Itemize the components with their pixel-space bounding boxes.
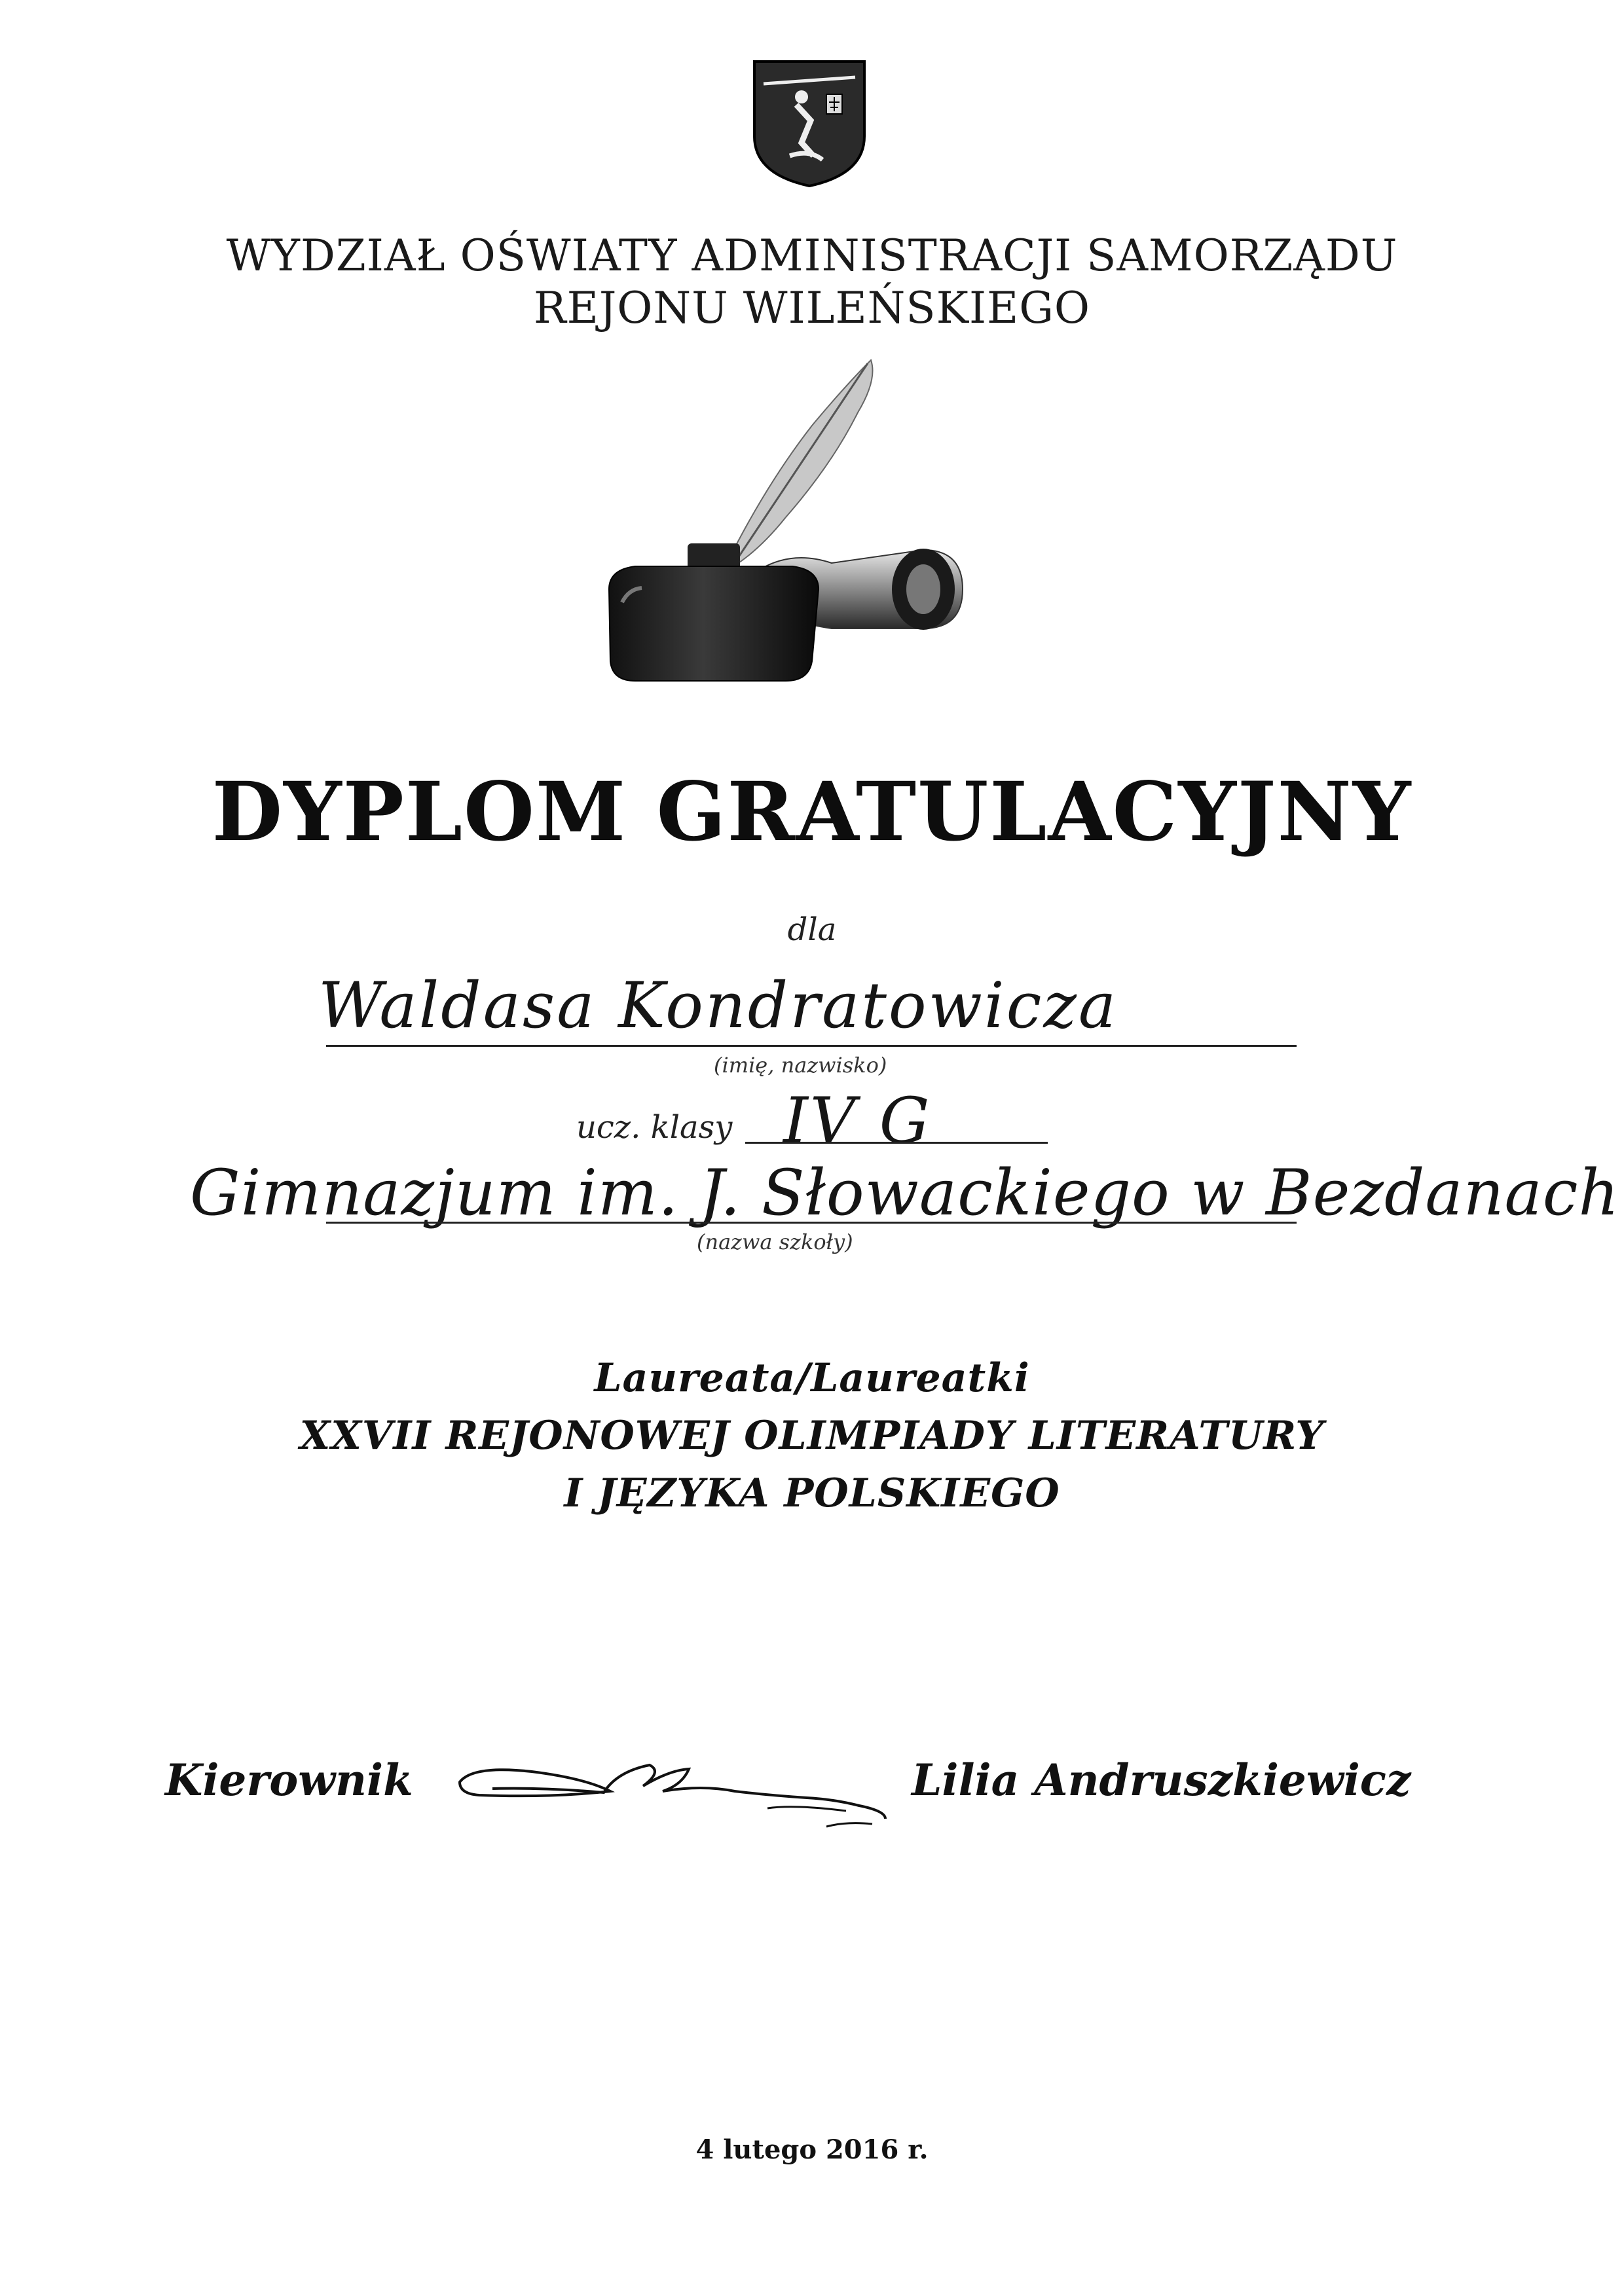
issuer-line-2: REJONU WILEŃSKIEGO [533, 283, 1091, 333]
award-line-2: XXVII REJONOWEJ OLIMPIADY LITERATURY [299, 1413, 1325, 1459]
coat-of-arms-icon [750, 58, 868, 189]
diploma-title: DYPLOM GRATULACYJNY [212, 765, 1412, 860]
class-line [745, 1142, 1048, 1144]
award-line-1: Laureata/Laureatki [594, 1355, 1030, 1401]
school-name-line [326, 1222, 1297, 1224]
signatory-role: Kierownik [165, 1755, 413, 1806]
handwritten-signature [453, 1745, 898, 1831]
recipient-name: Waldasa Kondratowicza [318, 969, 1118, 1042]
award-line-3: I JĘZYKA POLSKIEGO [564, 1470, 1060, 1516]
recipient-name-line [326, 1045, 1297, 1047]
signatory-name: Lilia Andruszkiewicz [912, 1755, 1411, 1806]
issue-date: 4 lutego 2016 r. [695, 2134, 929, 2165]
school-name: Gimnazjum im. J. Słowackiego w Bezdanach [190, 1156, 1620, 1230]
quill-inkwell-illustration [596, 354, 989, 687]
class-label: ucz. klasy [576, 1109, 733, 1146]
recipient-name-caption: (imię, nazwisko) [714, 1053, 887, 1078]
recipient-prefix: dla [787, 911, 837, 948]
issuer-line-1: WYDZIAŁ OŚWIATY ADMINISTRACJI SAMORZĄDU [226, 230, 1398, 281]
class-value: IV G [783, 1084, 932, 1157]
school-name-caption: (nazwa szkoły) [697, 1230, 853, 1254]
